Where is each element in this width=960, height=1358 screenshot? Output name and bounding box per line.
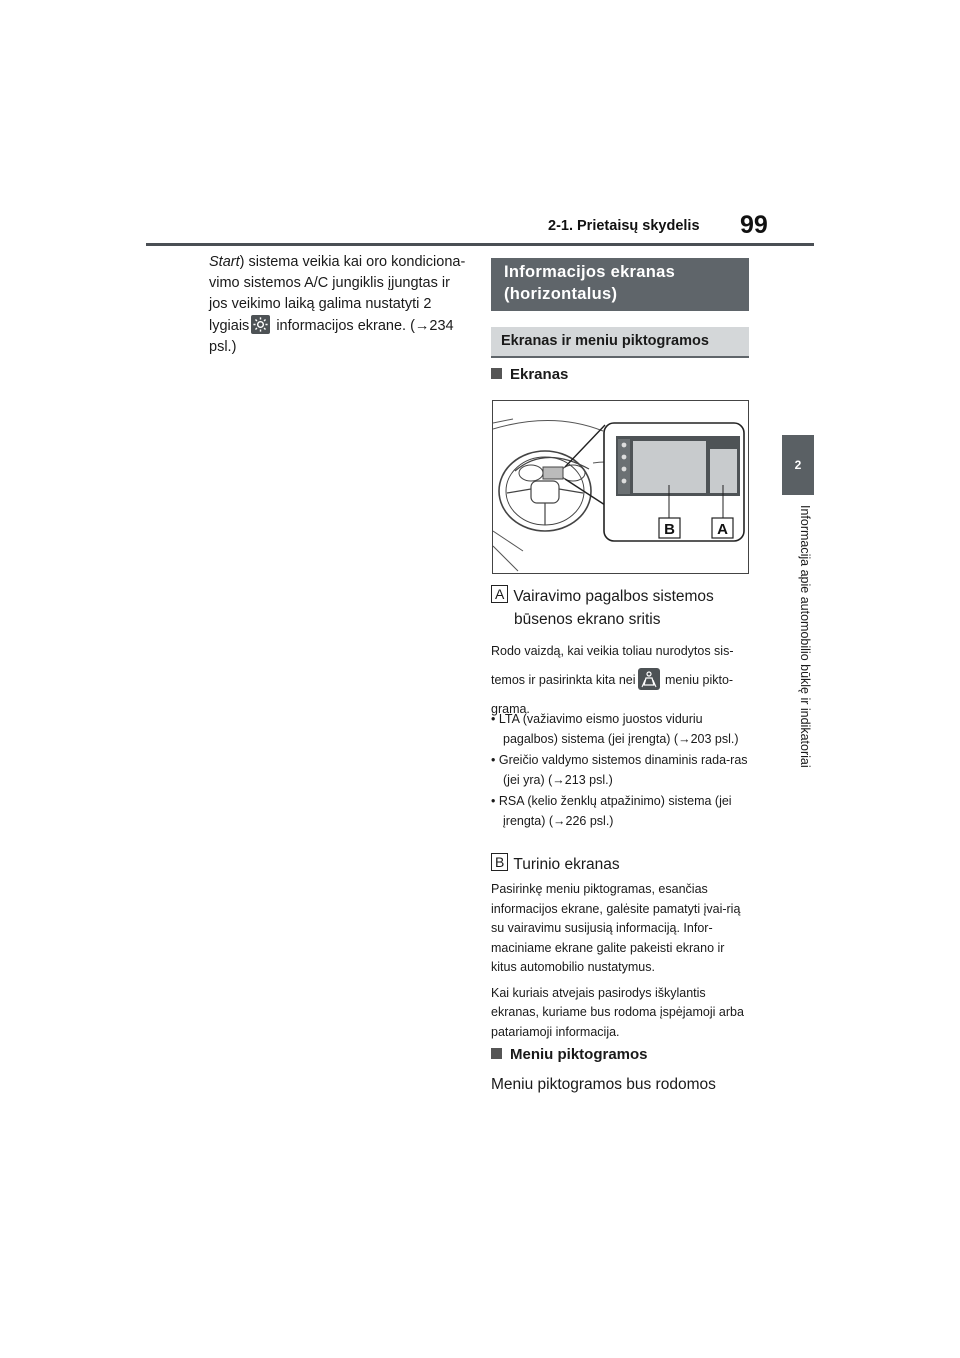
section-title: 2-1. Prietaisų skydelis: [548, 218, 700, 234]
item-a-label: A: [491, 585, 508, 603]
bullet-rsa: • RSA (kelio ženklų atpažinimo) sistema (jei įrengta) (→226 psl.): [491, 794, 732, 828]
item-a-bullets: [491, 710, 753, 831]
subsection-1-label: Ekranas: [510, 366, 569, 383]
item-b-para1: Pasirinkę meniu piktogramas, esančias informacijos ekrane, galėsite pamatyti įvai-rią su vairavimu susijusią informaciją. Infor-maciniame ekrane galite pakeisti ekrano ir kitus automobilio nustatymus.: [491, 882, 741, 974]
diagram-label-a: A: [717, 521, 728, 538]
dashboard-diagram: [492, 400, 749, 574]
item-b-description: [491, 880, 753, 1042]
subsection-heading-ekranas: [491, 366, 568, 383]
subsection-heading-meniu: [491, 1046, 648, 1063]
page-number: 99: [740, 211, 768, 239]
bullet-radar: • Greičio valdymo sistemos dinaminis rada-ras (jei yra) (→213 psl.): [491, 753, 748, 787]
item-a-desc-a: Rodo vaizdą, kai veikia toliau nurodytos sis-temos ir pasirinkta kita nei: [491, 644, 734, 687]
driving-assist-menu-icon: [638, 668, 660, 690]
header-divider: [146, 243, 814, 246]
chapter-tab: 2: [782, 435, 814, 495]
gear-icon: [251, 315, 270, 334]
title-box: Informacijos ekranas (horizontalus): [491, 258, 749, 311]
chapter-title: Informacija apie automobilio būklę ir indikatoriai: [798, 505, 812, 768]
bullet-lta: • LTA (važiavimo eismo juostos viduriu pagalbos) sistema (jei įrengta) (→203 psl.): [491, 712, 739, 746]
diagram-label-b: B: [664, 521, 675, 538]
last-line: Meniu piktogramos bus rodomos: [491, 1076, 716, 1093]
item-b-para2: Kai kuriais atvejais pasirodys iškylantis ekranas, kuriame bus rodoma įspėjamoji arba patariamoji informacija.: [491, 985, 744, 1039]
item-a-heading-line2: būsenos ekrano sritis: [514, 611, 661, 628]
subtitle-box: Ekranas ir meniu piktogramos: [491, 327, 749, 358]
item-a-heading: [491, 585, 714, 608]
item-b-label: B: [491, 853, 508, 871]
square-bullet-icon: [491, 368, 502, 379]
square-bullet-icon: [491, 1048, 502, 1059]
item-b-heading: [491, 853, 620, 876]
item-a-heading-line1: Vairavimo pagalbos sistemos: [513, 588, 714, 605]
left-text-b: informacijos ekrane. (→234 psl.): [209, 318, 454, 355]
subsection-2-label: Meniu piktogramos: [510, 1046, 648, 1063]
item-b-heading-text: Turinio ekranas: [513, 856, 620, 873]
left-paragraph: [209, 252, 471, 358]
italic-start: Start: [209, 254, 240, 270]
left-text-a: ) sistema veikia kai oro kondiciona-vimo sistemos A/C jungiklis įjungtas ir jos veikimo laiką galima nustatyti 2 lygiais: [209, 254, 466, 334]
dashboard-illustration: [493, 401, 748, 573]
item-a-desc-b: meniu pikto-grama.: [491, 673, 734, 716]
